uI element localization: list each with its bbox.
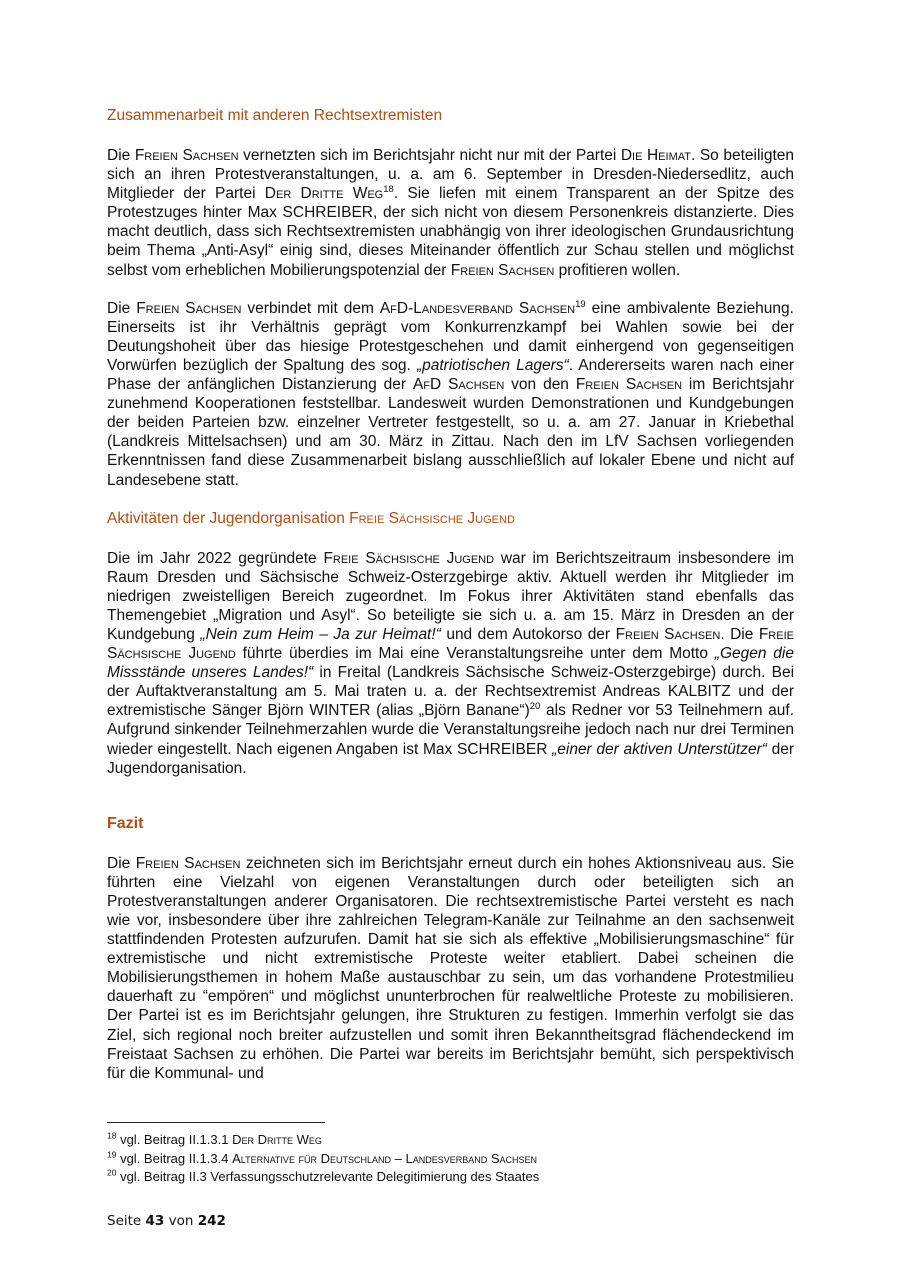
footnote-divider [107, 1122, 325, 1123]
footnote-ref-19: 19 [575, 298, 586, 310]
section-heading-zusammenarbeit: Zusammenarbeit mit anderen Rechtsextremisten [107, 107, 443, 124]
footnote-ref-18: 18 [383, 184, 394, 196]
paragraph-fazit: Die Freien Sachsen zeichneten sich im Berichtsjahr erneut durch ein hohes Aktionsniveau aus. Sie führten eine Vielzahl von eigenen Veranstaltungen durch oder beteiligten sich an Protestveranstaltungen anderer Organisatoren. Die rechtsextremistische Partei versteht es nach wie vor, insbesondere über ihre zahlreichen Telegram-Kanäle zur Teilnahme an den sachsenweit stattfindenden Protesten aufzurufen. Damit hat sie sich als effektive „Mobilisierungsmaschine“ für extremistische und nicht extremistische Proteste weiter etabliert. Dabei scheinen die Mobilisierungsthemen in hohem Maße austauschbar zu sein, um das vorhandene Protestmilieu dauerhaft zu “empören“ und möglichst ununterbrochen für realweltliche Proteste zu mobilisieren. Der Partei ist es im Berichtsjahr gelungen, ihre Strukturen zu festigen. Immerhin verfolgt sie das Ziel, sich regional noch breiter aufzustellen und somit ihren Bekanntheitsgrad flächendeckend im Freistaat Sachsen zu erhöhen. Die Partei war bereits im Berichtsjahr bemüht, sich perspektivisch für die Kommunal- und [107, 854, 794, 1082]
footnote-18: $^{18}$ vgl. Beitrag II.1.3.1 Der Dritte Weg [107, 1130, 322, 1147]
section-heading-fazit: Fazit [107, 814, 144, 832]
footnote-ref-20: 20 [529, 701, 541, 713]
section-heading-jugendorganisation: Aktivitäten der Jugendorganisation Freie Sächsische Jugend [107, 509, 515, 527]
footnote-19: $^{19}$ vgl. Beitrag II.1.3.4 Alternative für Deutschland – Landesverband Sachsen [107, 1149, 538, 1166]
footnote-20: $^{20}$ vgl. Beitrag II.3 Verfassungsschutzrelevante Delegitimierung des Staates [107, 1167, 540, 1184]
paragraph-zusammenarbeit-1: Die Freien Sachsen vernetzten sich im Berichtsjahr nicht nur mit der Partei Die Heimat. So beteiligten sich an ihren Protestveranstaltungen, u. a. am 6. September in Dresden-Niedersedlitz, auch Mitglieder der Partei Der Dritte Weg$^{18}$. Sie liefen mit einem Transparent an der Spitze des Protestzuges hinter Max SCHREIBER, der sich nicht von diesem Personenkreis distanzierte. Dies macht deutlich, dass sich Rechtsextremisten unabhängig von ihrer ideologischen Grundausrichtung beim Thema „Anti-Asyl“ einig sind, dieses Miteinander öffentlich zur Schau stellen und möglichst selbst vom erheblichen Mobilierungspotenzial der Freien Sachsen profitieren wollen. [107, 147, 794, 279]
document-page [107, 102, 794, 1083]
paragraph-jugendorganisation: Die im Jahr 2022 gegründete Freie Sächsische Jugend war im Berichtszeitraum insbesondere im Raum Dresden und Sächsische Schweiz-Osterzgebirge aktiv. Aktuell werden ihr Mitglieder im niedrigen zweistelligen Bereich zugeordnet. Im Fokus ihrer Aktivitäten stand ebenfalls das Themengebiet „Migration und Asyl“. So beteiligte sie sich u. a. am 15. März in Dresden an der Kundgebung „Nein zum Heim – Ja zur Heimat!“ und dem Autokorso der Freien Sachsen. Die Freie Sächsische Jugend führte überdies im Mai eine Veranstaltungsreihe unter dem Motto „Gegen die Missstände unseres Landes!“ in Freital (Landkreis Sächsische Schweiz-Osterzgebirge) durch. Bei der Auftaktveranstaltung am 5. Mai traten u. a. der Rechtsextremist Andreas KALBITZ und der extremistische Sänger Björn WINTER (alias „Björn Banane“)$^{20}$ als Redner vor 53 Teilnehmern auf. Aufgrund sinkender Teilnehmerzahlen wurde die Veranstaltungsreihe jedoch nach nur drei Terminen wieder eingestellt. Nach eigenen Angaben ist Max SCHREIBER „einer der aktiven Unterstützer“ der Jugendorganisation. [107, 549, 795, 777]
paragraph-zusammenarbeit-2: Die Freien Sachsen verbindet mit dem AfD-Landesverband Sachsen$^{19}$ eine ambivalente Beziehung. Einerseits ist ihr Verhältnis geprägt vom Konkurrenzkampf bei Wahlen sowie bei der Deutungshoheit über das hiesige Protestgeschehen und damit einhergend von gegenseitigen Vorwürfen bezüglich der Spaltung des sog. „patriotischen Lagers“. Andererseits waren nach einer Phase der anfänglichen Distanzierung der AfD Sachsen von den Freien Sachsen im Berichtsjahr zunehmend Kooperationen feststellbar. Landesweit wurden Demonstrationen und Kundgebungen der beiden Parteien bzw. einzelner Vertreter festgestellt, so u. a. am 27. Januar in Kriebethal (Landkreis Mittelsachsen) und am 30. März in Zittau. Nach den im LfV Sachsen vorliegenden Erkenntnissen fand diese Zusammenarbeit bislang ausschließlich auf lokaler Ebene und nicht auf Landesebene statt. [107, 298, 795, 489]
page-number: Seite 43 von 242 [107, 1213, 226, 1229]
